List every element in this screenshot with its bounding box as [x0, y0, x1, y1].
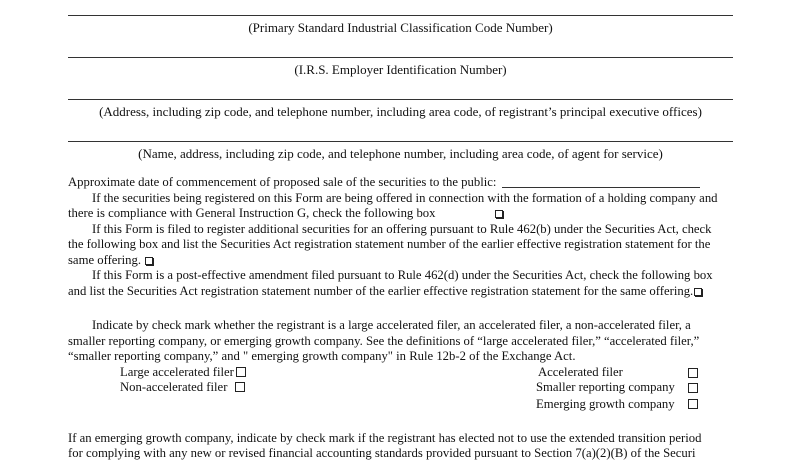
large-accelerated-checkbox[interactable] [236, 367, 246, 377]
rule-462b-checkbox[interactable] [145, 257, 153, 265]
filer-intro-line2: smaller reporting company, or emerging growth company. See the definitions of “large accelerated filer,” “accelerated filer,” [68, 334, 700, 348]
emerging-growth-label: Emerging growth company [536, 397, 675, 411]
large-accelerated-option[interactable] [120, 365, 246, 380]
irs-ein-line [68, 57, 733, 58]
approx-date-row [68, 175, 700, 190]
address-caption: (Address, including zip code, and telephone number, including area code, of registrant’s principal executive offices) [99, 104, 702, 119]
smaller-reporting-option[interactable] [536, 380, 675, 395]
para3-line2 [68, 284, 702, 299]
egc-line1: If an emerging growth company, indicate by check mark if the registrant has elected not to use the extended transition period [68, 431, 702, 445]
accelerated-label: Accelerated filer [538, 365, 623, 379]
agent-line [68, 141, 733, 142]
emerging-growth-option[interactable] [536, 397, 675, 412]
non-accelerated-label: Non-accelerated filer [120, 380, 228, 394]
sic-code-line [68, 15, 733, 16]
emerging-growth-checkbox[interactable] [688, 399, 698, 409]
smaller-reporting-label: Smaller reporting company [536, 380, 675, 394]
irs-ein-caption: (I.R.S. Employer Identification Number) [294, 62, 507, 77]
para2-line3-text: same offering. [68, 253, 142, 267]
accelerated-checkbox[interactable] [688, 368, 698, 378]
para2-line1: If this Form is filed to register additional securities for an offering pursuant to Rule 462(b) under the Securities Act, check [92, 222, 712, 236]
sic-code-caption: (Primary Standard Industrial Classification Code Number) [248, 20, 553, 35]
para1-line2 [68, 206, 503, 221]
large-accelerated-label: Large accelerated filer [120, 365, 234, 379]
agent-caption: (Name, address, including zip code, and telephone number, including area code, of agent for service) [138, 146, 663, 161]
address-line [68, 99, 733, 100]
accelerated-option[interactable] [538, 365, 623, 380]
para1-line2-text: there is compliance with General Instruction G, check the following box [68, 206, 436, 220]
non-accelerated-checkbox[interactable] [235, 382, 245, 392]
approx-date-field[interactable] [502, 187, 700, 188]
para3-line1: If this Form is a post-effective amendment filed pursuant to Rule 462(d) under the Securities Act, check the following box [92, 268, 713, 282]
approx-date-label: Approximate date of commencement of proposed sale of the securities to the public: [68, 175, 497, 189]
smaller-reporting-checkbox[interactable] [688, 383, 698, 393]
para1-line1: If the securities being registered on this Form are being offered in connection with the formation of a holding company and [92, 191, 718, 205]
filer-intro-line1: Indicate by check mark whether the registrant is a large accelerated filer, an accelerated filer, a non-accelerated filer, a [92, 318, 691, 332]
para2-line2: the following box and list the Securities Act registration statement number of the earlier effective registration statement for the [68, 237, 711, 251]
para3-line2-text: and list the Securities Act registration statement number of the earlier effective registration statement for the same offering. [68, 284, 694, 298]
para2-line3 [68, 253, 153, 268]
holding-company-checkbox[interactable] [495, 210, 503, 218]
egc-line2: for complying with any new or revised financial accounting standards provided pursuant to Section 7(a)(2)(B) of the Securi [68, 446, 696, 460]
filer-intro-line3: “smaller reporting company,” and " emerging growth company" in Rule 12b-2 of the Exchange Act. [68, 349, 576, 363]
non-accelerated-option[interactable] [120, 380, 245, 395]
rule-462d-checkbox[interactable] [694, 288, 702, 296]
